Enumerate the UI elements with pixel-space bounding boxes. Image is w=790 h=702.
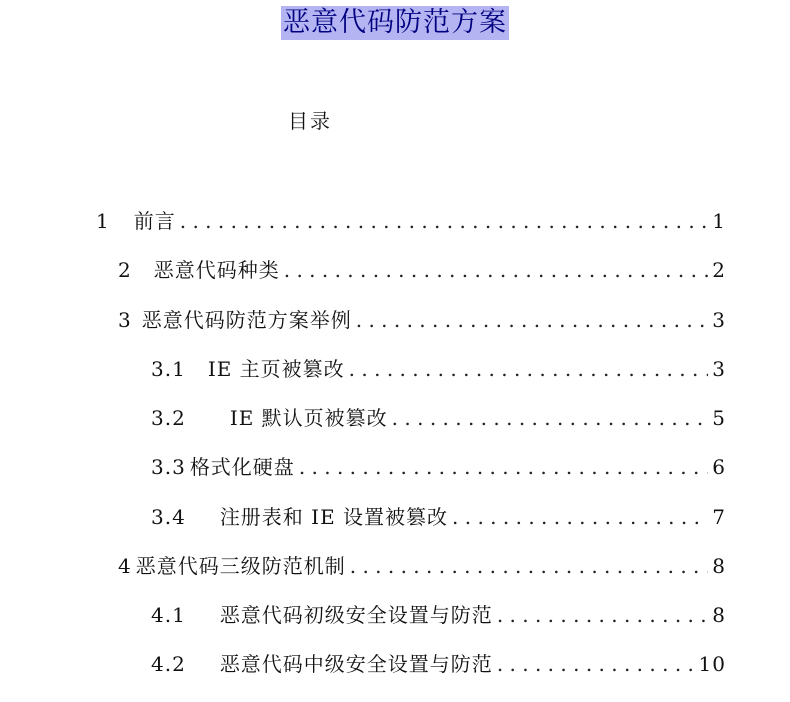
toc-dot-leader: [356, 305, 709, 335]
toc-entry-label: 前言: [133, 209, 176, 233]
toc-entry-page: 8: [712, 603, 726, 627]
toc-entry-label: 格式化硬盘: [189, 455, 295, 479]
toc-entry-page: 1: [712, 209, 726, 233]
toc-entry-page: 5: [712, 406, 726, 430]
toc-dot-leader: [180, 206, 709, 236]
toc-entry-number: 4.1: [151, 603, 186, 627]
toc-entry-1[interactable]: [96, 206, 726, 236]
toc-entry-3-4[interactable]: [151, 502, 726, 532]
toc-entry-label: 注册表和 IE 设置被篡改: [219, 505, 449, 529]
toc-entry-page: 3: [712, 357, 726, 381]
toc-entry-number: 3.4: [151, 505, 186, 529]
toc-entry-number: 3.3: [151, 455, 186, 479]
toc-dot-leader: [350, 551, 709, 581]
toc-dot-leader: [392, 403, 709, 433]
toc-entry-page: 2: [712, 258, 726, 282]
toc-entry-label: IE 主页被篡改: [207, 357, 345, 381]
toc-entry-page: 10: [698, 652, 726, 676]
toc-entry-4-2[interactable]: [151, 649, 726, 679]
toc-entry-3[interactable]: [118, 305, 726, 335]
toc-entry-number: 2: [118, 258, 132, 282]
toc-entry-label: 恶意代码防范方案举例: [141, 308, 352, 332]
toc-entry-number: 1: [96, 209, 110, 233]
toc-entry-4[interactable]: [118, 551, 726, 581]
toc-entry-label: 恶意代码种类: [153, 258, 280, 282]
toc-entry-page: 8: [712, 554, 726, 578]
toc-entry-3-2[interactable]: [151, 403, 726, 433]
toc-entry-3-1[interactable]: [151, 354, 726, 384]
toc-entry-label: IE 默认页被篡改: [229, 406, 388, 430]
toc-heading: 目录: [288, 109, 332, 133]
toc-entry-label: 恶意代码中级安全设置与防范: [219, 652, 493, 676]
document-title: 恶意代码防范方案: [283, 7, 507, 38]
toc-entry-page: 3: [712, 308, 726, 332]
toc-dot-leader: [452, 502, 708, 532]
title-container: [0, 6, 790, 40]
toc-dot-leader: [349, 354, 709, 384]
toc-entry-3-3[interactable]: [151, 452, 726, 482]
toc-dot-leader: [497, 600, 708, 630]
toc-entry-2[interactable]: [118, 255, 726, 285]
toc-dot-leader: [299, 452, 708, 482]
toc-entry-page: 7: [712, 505, 726, 529]
toc-entry-4-1[interactable]: [151, 600, 726, 630]
toc-entry-number: 3.1: [151, 357, 186, 381]
toc-entry-label: 恶意代码初级安全设置与防范: [219, 603, 493, 627]
toc-entry-number: 3.2: [151, 406, 186, 430]
toc-entry-page: 6: [712, 455, 726, 479]
toc-entry-number: 4: [118, 554, 132, 578]
toc-entry-label: 恶意代码三级防范机制: [135, 554, 346, 578]
toc-dot-leader: [284, 255, 709, 285]
toc-entry-number: 3: [118, 308, 132, 332]
toc-dot-leader: [497, 649, 695, 679]
toc-entry-number: 4.2: [151, 652, 186, 676]
